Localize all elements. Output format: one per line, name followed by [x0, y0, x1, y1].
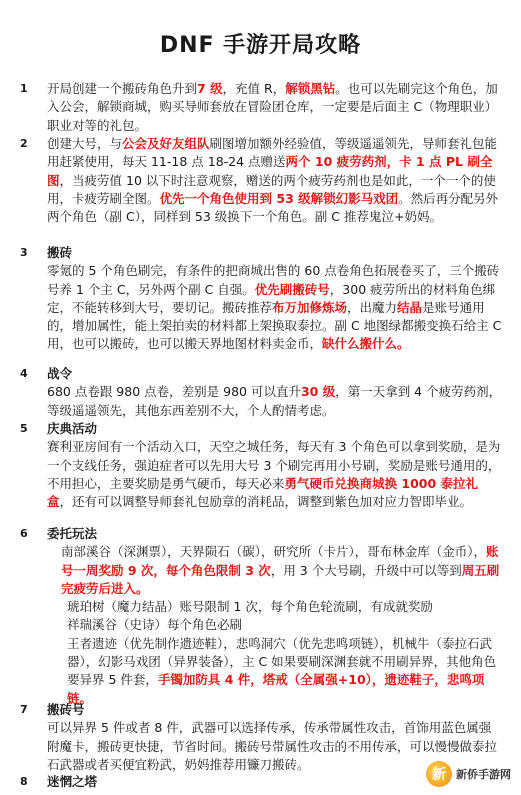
section-text: [47, 244, 502, 354]
highlight-text: 手镯加防具 4 件，塔戒（全属强+10），遗迹鞋子，悲鸣项链。: [67, 672, 485, 706]
section-text: [47, 420, 502, 511]
section-text: [47, 525, 502, 708]
text-run: 。然后再分配另外两个角色（副 C），同样到 53 级换下一个角色。副 C 推荐鬼泣+奶妈。: [47, 190, 499, 225]
section-number: 7: [20, 703, 28, 716]
section-heading: 迷惘之塔: [47, 774, 98, 789]
section-number: 4: [20, 367, 28, 380]
text-run: 是账号通用的，增加属性，能上架拍卖的材料都上架换取泰拉。副 C 地图绿都搬变换石给主 C 用，也可以搬砖，也可以搬天界地图材料卖金币，: [47, 299, 502, 352]
site-watermark: [422, 759, 515, 789]
highlight-text: 缺什么搬什么。: [322, 336, 410, 352]
section-number: 3: [20, 246, 28, 259]
section-number: 1: [20, 82, 28, 95]
text-run: 创建大号，与: [47, 136, 123, 151]
highlight-text: 优先一个角色使用到 53 级解锁幻影马戏团: [159, 190, 399, 206]
highlight-text: 7 级: [197, 81, 223, 96]
highlight-text: 两个 10 疲劳药剂，卡 1 点 PL 刷全图: [47, 154, 493, 188]
list-item: [47, 543, 502, 598]
highlight-text: 公会及好友组队: [122, 136, 210, 151]
text-run: 开局创建一个搬砖角色升到: [47, 81, 198, 96]
section-number: 6: [20, 527, 28, 540]
list-item: 琥珀树（魔力结晶）账号限制 1 次，每个角色轮流刷，有成就奖励: [67, 599, 433, 615]
highlight-text: 优先刷搬砖号: [254, 281, 330, 297]
text-run: 可以异界 5 件或者 8 件，武器可以选择传承，传承带属性攻击，首饰用蓝色属强附魔卡，搬砖更快捷，节省时间。搬砖号带属性攻击的不用传承，可以慢慢做泰拉石武器或者买便宜粉武，奶妈推荐用镰刀搬砖。: [47, 720, 498, 772]
list-item: 祥瑞溪谷（史诗）每个角色必刷: [67, 617, 243, 633]
text-run: ，300 疲劳所出的材料角色绑定，不能转移到大号，要切记。搬砖推荐: [47, 281, 496, 315]
text-run: 南部溪谷（深渊票），天界陨石（碳），研究所（卡片），哥布林金库（金币），: [61, 544, 487, 560]
text-run: 赛利亚房间有一个活动入口，天空之城任务，每天有 3 个角色可以拿到奖励，是为一个支线任务，强迫症者可以先用大号 3 个刷完再用小号刷，奖励是账号通用的，不用担心，主要奖励是勇气硬币，每天必来: [47, 439, 501, 491]
page-title: DNF 手游开局攻略: [159, 33, 362, 58]
site-logo-icon: 新: [426, 761, 452, 787]
highlight-text: 周五刷完疲劳后进入。: [61, 562, 500, 596]
section-heading: 委托玩法: [47, 526, 98, 541]
highlight-text: 账号一周奖励 9 次，每个角色限制 3 次: [61, 544, 499, 578]
highlight-text: 勇气硬币兑换商城换 1000 泰拉礼盒: [47, 475, 479, 510]
text-run: ，当疲劳值 10 以下时注意观察，赠送的两个疲劳药剂也是如此，一个一个的使用，卡疲劳刷全图。: [47, 172, 496, 206]
section-number: 2: [20, 137, 28, 150]
section-text: [47, 135, 502, 226]
text-run: 王者遗迹（优先制作遗迹鞋），悲鸣洞穴（优先悲鸣项链），机械牛（泰拉石武器），幻影马戏团（异界装备），主 C 如果要刷深渊套就不用刷异界，其他角色要异界 5 件套，: [67, 635, 497, 688]
section-text: [47, 365, 502, 420]
list-item: [47, 635, 502, 708]
text-run: ，第一天拿到 4 个疲劳药剂，等级遥遥领先，其他东西差别不大，个人酌情考虑。: [47, 384, 502, 418]
text-run: ，出魔力: [347, 299, 398, 315]
section-number: 8: [20, 775, 28, 788]
text-run: ，充值 R，: [222, 81, 286, 96]
highlight-text: 结晶: [397, 299, 423, 315]
watermark-text: 新侨手游网: [456, 768, 511, 781]
section-heading: 搬砖号: [47, 702, 85, 717]
section-number: 5: [20, 422, 28, 435]
highlight-text: 布万加修炼场: [272, 299, 348, 315]
text-run: ，还有可以调整导师套礼包励章的消耗品，调整到紫色加对应力智即毕业。: [59, 494, 473, 510]
text-run: ，用 3 个大号刷，升级中可以等到: [270, 562, 462, 578]
highlight-text: 30 级: [300, 384, 336, 400]
text-run: 680 点卷跟 980 点卷，差别是 980 可以直升: [47, 384, 301, 400]
section-heading: 庆典活动: [47, 421, 98, 436]
section-heading: 搬砖: [47, 245, 73, 260]
section-heading: 战令: [47, 366, 73, 381]
text-run: 零氪的 5 个角色刷完，有条件的把商城出售的 60 点卷角色拓展卷买了，三个搬砖号养 1 个主 C，另外两个副 C 自强。: [47, 263, 500, 297]
highlight-text: 解锁黑钻: [285, 81, 336, 96]
text-run: 。也可以先刷完这个角色，加入公会，解锁商城，购买导师套放在冒险团仓库，一定要是后面主 C（物理职业）职业对等的礼包。: [47, 81, 498, 133]
text-run: 刷图增加额外经验值，等级遥遥领先，导师套礼包能用赶紧使用，每天 11-18 点 18-24 点赠送: [47, 136, 498, 170]
section-text: [47, 80, 502, 135]
